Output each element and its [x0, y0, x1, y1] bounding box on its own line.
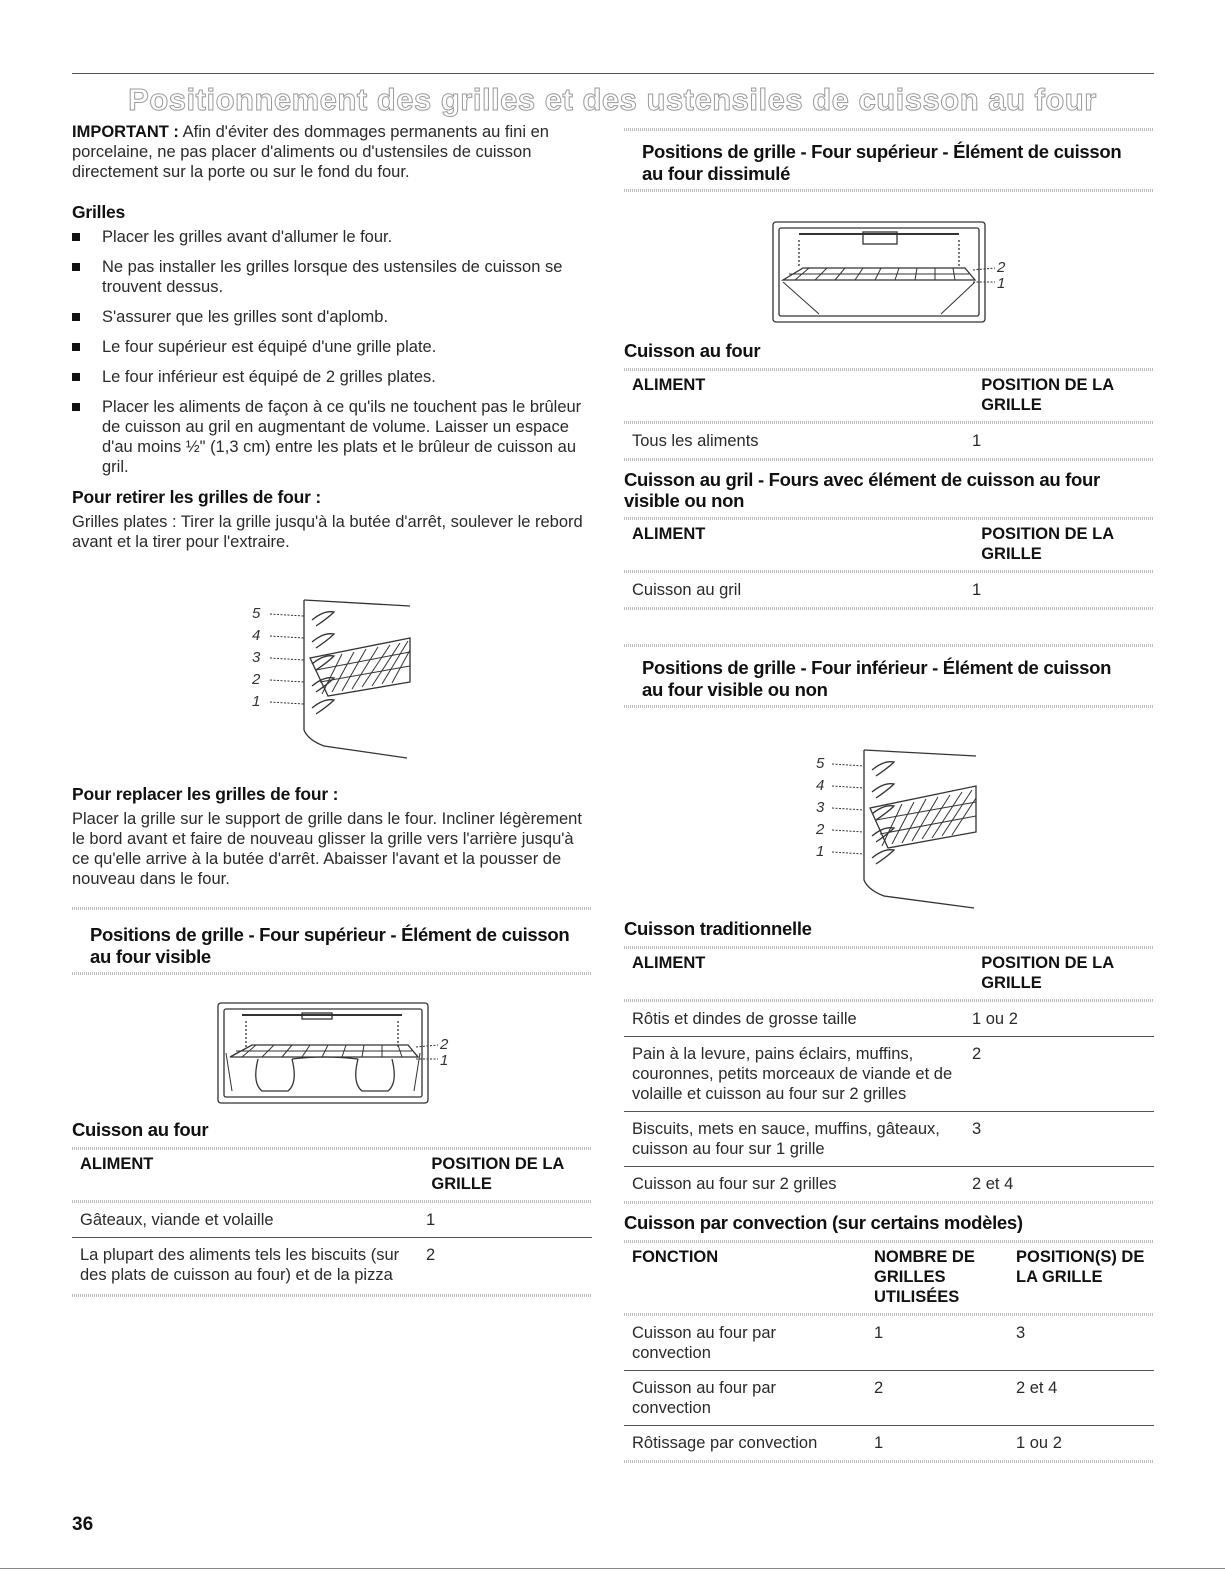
- table-row: [624, 1002, 1154, 1037]
- table-cell-rack-count: 1: [866, 1316, 1008, 1371]
- rack-label-3: 3: [252, 649, 261, 666]
- bottom-rule: [0, 1568, 1225, 1569]
- convection-table: [624, 1243, 1154, 1313]
- section-divider: [624, 705, 1154, 708]
- table-cell-function: Cuisson au four par convection: [624, 1316, 866, 1371]
- baking-table-upper-hidden: [624, 371, 1154, 421]
- list-item: [72, 397, 592, 477]
- section-lower-heading: Positions de grille - Four inférieur - Élément de cuisson au four visible ou non: [642, 657, 1112, 700]
- baking-table-upper-visible-body: [72, 1203, 592, 1292]
- replace-racks-text: Placer la grille sur le support de grille dans le four. Incliner légèrement le bord avant et faire de nouveau glisser la grille vers l'arrière jusqu'à ce qu'elle arrive à la butée d'arrêt. Abaisser l'avant et la pousser de nouveau dans le four.: [72, 810, 582, 888]
- table-cell-position: 3: [964, 1112, 1154, 1167]
- table-row: [624, 1371, 1154, 1426]
- remove-racks-heading: Pour retirer les grilles de four :: [72, 487, 321, 507]
- rack-label-4: 4: [252, 627, 261, 644]
- table-cell-food: La plupart des aliments tels les biscuits (sur des plats de cuisson au four) et de la pizza: [80, 1246, 400, 1284]
- table-row: [624, 1037, 1154, 1112]
- traditional-table-body: [624, 1002, 1154, 1201]
- table-cell-position: 1: [418, 1203, 592, 1238]
- bullet-icon: [72, 373, 80, 381]
- table-cell-rack-count: 2: [866, 1371, 1008, 1426]
- table-cell-position: 1: [972, 581, 982, 599]
- column-header-food: ALIMENT: [632, 525, 706, 543]
- table-cell-position: 3: [1008, 1316, 1154, 1371]
- bullet-icon: [72, 313, 80, 321]
- list-item-text: Le four supérieur est équipé d'une grille plate.: [102, 338, 437, 356]
- rack-label-2: 2: [816, 821, 825, 838]
- table-cell-food: Gâteaux, viande et volaille: [72, 1203, 418, 1238]
- rack-label-3: 3: [816, 799, 825, 816]
- table-row: [624, 1167, 1154, 1202]
- table-header-row: [624, 371, 1154, 421]
- list-item-text: Le four inférieur est équipé de 2 grilles plates.: [102, 368, 436, 386]
- table-header-row: [624, 1243, 1154, 1313]
- list-item: [72, 367, 592, 387]
- convection-heading: Cuisson par convection (sur certains modèles): [624, 1212, 1023, 1233]
- list-item: [72, 227, 592, 247]
- table-row: [624, 573, 1154, 607]
- rack-label-2: 2: [440, 1036, 449, 1053]
- baking-heading: Cuisson au four: [72, 1119, 209, 1140]
- table-cell-food: Pain à la levure, pains éclairs, muffins, couronnes, petits morceaux de viande et de volaille et cuisson au four sur 2 grilles: [624, 1037, 964, 1112]
- right-column: [624, 122, 1154, 1463]
- rack-label-2: 2: [997, 259, 1006, 276]
- table-cell-function: Cuisson au four par convection: [624, 1371, 866, 1426]
- table-cell-position: 2: [426, 1246, 436, 1264]
- upper-oven-hidden-illustration: [759, 218, 1019, 330]
- table-cell-rack-count: 1: [874, 1434, 884, 1452]
- table-divider: [624, 607, 1154, 610]
- table-cell-function: Rôtissage par convection: [632, 1434, 818, 1452]
- table-row: [624, 1112, 1154, 1167]
- table-cell-food: Rôtis et dindes de grosse taille: [624, 1002, 964, 1037]
- section-upper-hidden-heading: Positions de grille - Four supérieur - Élément de cuisson au four dissimulé: [642, 141, 1122, 184]
- table-row: [72, 1238, 592, 1293]
- table-cell-position: 2: [964, 1037, 1154, 1112]
- traditional-cooking-heading: Cuisson traditionnelle: [624, 918, 812, 939]
- column-header-rack-position: POSITION DE LA GRILLE: [981, 954, 1114, 992]
- rack-label-5: 5: [816, 755, 825, 772]
- table-header-row: [72, 1150, 592, 1200]
- column-header-rack-position: POSITION DE LA GRILLE: [981, 525, 1114, 563]
- table-divider: [624, 1201, 1154, 1204]
- list-item-text: S'assurer que les grilles sont d'aplomb.: [102, 308, 389, 326]
- page-number: 36: [72, 1514, 94, 1535]
- list-item-text: Placer les grilles avant d'allumer le four.: [102, 228, 393, 246]
- rack-label-1: 1: [816, 843, 825, 860]
- column-header-food: ALIMENT: [80, 1155, 154, 1173]
- rack-label-2: 2: [252, 671, 261, 688]
- rack-label-1: 1: [440, 1052, 449, 1069]
- list-item: [72, 307, 592, 327]
- column-header-rack-count: NOMBRE DE GRILLES UTILISÉES: [874, 1248, 975, 1306]
- rack-label-4: 4: [816, 777, 825, 794]
- important-label: IMPORTANT :: [72, 123, 179, 141]
- baking-table-upper-visible: [72, 1150, 592, 1200]
- table-row: [624, 1426, 1154, 1461]
- bullet-icon: [72, 233, 80, 241]
- bullet-icon: [72, 403, 80, 411]
- list-item-text: Placer les aliments de façon à ce qu'ils ne touchent pas le brûleur de cuisson au gril en augmentant de volume. Laisser un espace d'au moins ½" (1,3 cm) entre les plats et le brûleur de cuisson au gril.: [102, 398, 582, 476]
- table-cell-position: 1 ou 2: [964, 1002, 1154, 1037]
- column-header-rack-position: POSITION DE LA GRILLE: [431, 1155, 564, 1193]
- table-header-row: [624, 520, 1154, 570]
- section-divider: [72, 972, 592, 975]
- table-divider: [72, 1294, 592, 1297]
- traditional-table: [624, 949, 1154, 999]
- table-cell-position: 1: [972, 432, 982, 450]
- section-upper-visible-heading: Positions de grille - Four supérieur - Élément de cuisson au four visible: [90, 924, 570, 967]
- table-divider: [624, 1460, 1154, 1463]
- table-cell-position: 2 et 4: [972, 1175, 1014, 1193]
- broil-heading: Cuisson au gril - Fours avec élément de cuisson au four visible ou non: [624, 469, 1100, 511]
- column-header-food: ALIMENT: [632, 376, 706, 394]
- list-item: [72, 257, 592, 297]
- rack-label-1: 1: [997, 275, 1006, 292]
- rack-label-1: 1: [252, 693, 261, 710]
- rack-positions-illustration: [232, 590, 432, 760]
- convection-table-body: [624, 1316, 1154, 1460]
- column-header-function: FONCTION: [632, 1248, 719, 1266]
- table-cell-position: 1 ou 2: [1016, 1434, 1062, 1452]
- bullet-icon: [72, 263, 80, 271]
- table-row: [624, 424, 1154, 458]
- upper-oven-visible-illustration: [212, 999, 452, 1111]
- top-rule: [72, 73, 1154, 74]
- table-cell-food: Cuisson au four sur 2 grilles: [632, 1175, 837, 1193]
- table-header-row: [624, 949, 1154, 999]
- table-cell-position: 2 et 4: [1008, 1371, 1154, 1426]
- list-item: [72, 337, 592, 357]
- column-header-food: ALIMENT: [632, 954, 706, 972]
- important-text: Afin d'éviter des dommages permanents au fini en porcelaine, ne pas placer d'aliments ou d'ustensiles de cuisson directement sur la porte ou sur le fond du four.: [72, 123, 549, 181]
- replace-racks-heading: Pour replacer les grilles de four :: [72, 784, 339, 804]
- section-divider: [624, 189, 1154, 192]
- baking-heading: Cuisson au four: [624, 340, 761, 361]
- remove-racks-text: Grilles plates : Tirer la grille jusqu'à la butée d'arrêt, soulever le rebord avant et la tirer pour l'extraire.: [72, 513, 583, 551]
- baking-table-upper-hidden-body: [624, 424, 1154, 458]
- bullet-icon: [72, 343, 80, 351]
- broil-table: [624, 520, 1154, 570]
- lower-oven-rack-illustration: [804, 740, 1004, 910]
- rack-label-5: 5: [252, 605, 261, 622]
- broil-table-body: [624, 573, 1154, 607]
- left-column: [72, 122, 592, 1297]
- table-cell-food: Cuisson au gril: [632, 581, 742, 599]
- grilles-list: [72, 227, 592, 477]
- table-divider: [624, 458, 1154, 461]
- table-row: [624, 1316, 1154, 1371]
- column-header-rack-positions: POSITION(S) DE LA GRILLE: [1016, 1248, 1145, 1286]
- table-row: [72, 1203, 592, 1238]
- page-title: Positionnement des grilles et des ustensiles de cuisson au four: [128, 82, 1097, 117]
- table-cell-food: Biscuits, mets en sauce, muffins, gâteaux, cuisson au four sur 1 grille: [624, 1112, 964, 1167]
- column-header-rack-position: POSITION DE LA GRILLE: [981, 376, 1114, 414]
- important-note: [72, 122, 592, 182]
- list-item-text: Ne pas installer les grilles lorsque des ustensiles de cuisson se trouvent dessus.: [102, 258, 563, 296]
- table-cell-food: Tous les aliments: [632, 432, 759, 450]
- grilles-heading: Grilles: [72, 202, 126, 222]
